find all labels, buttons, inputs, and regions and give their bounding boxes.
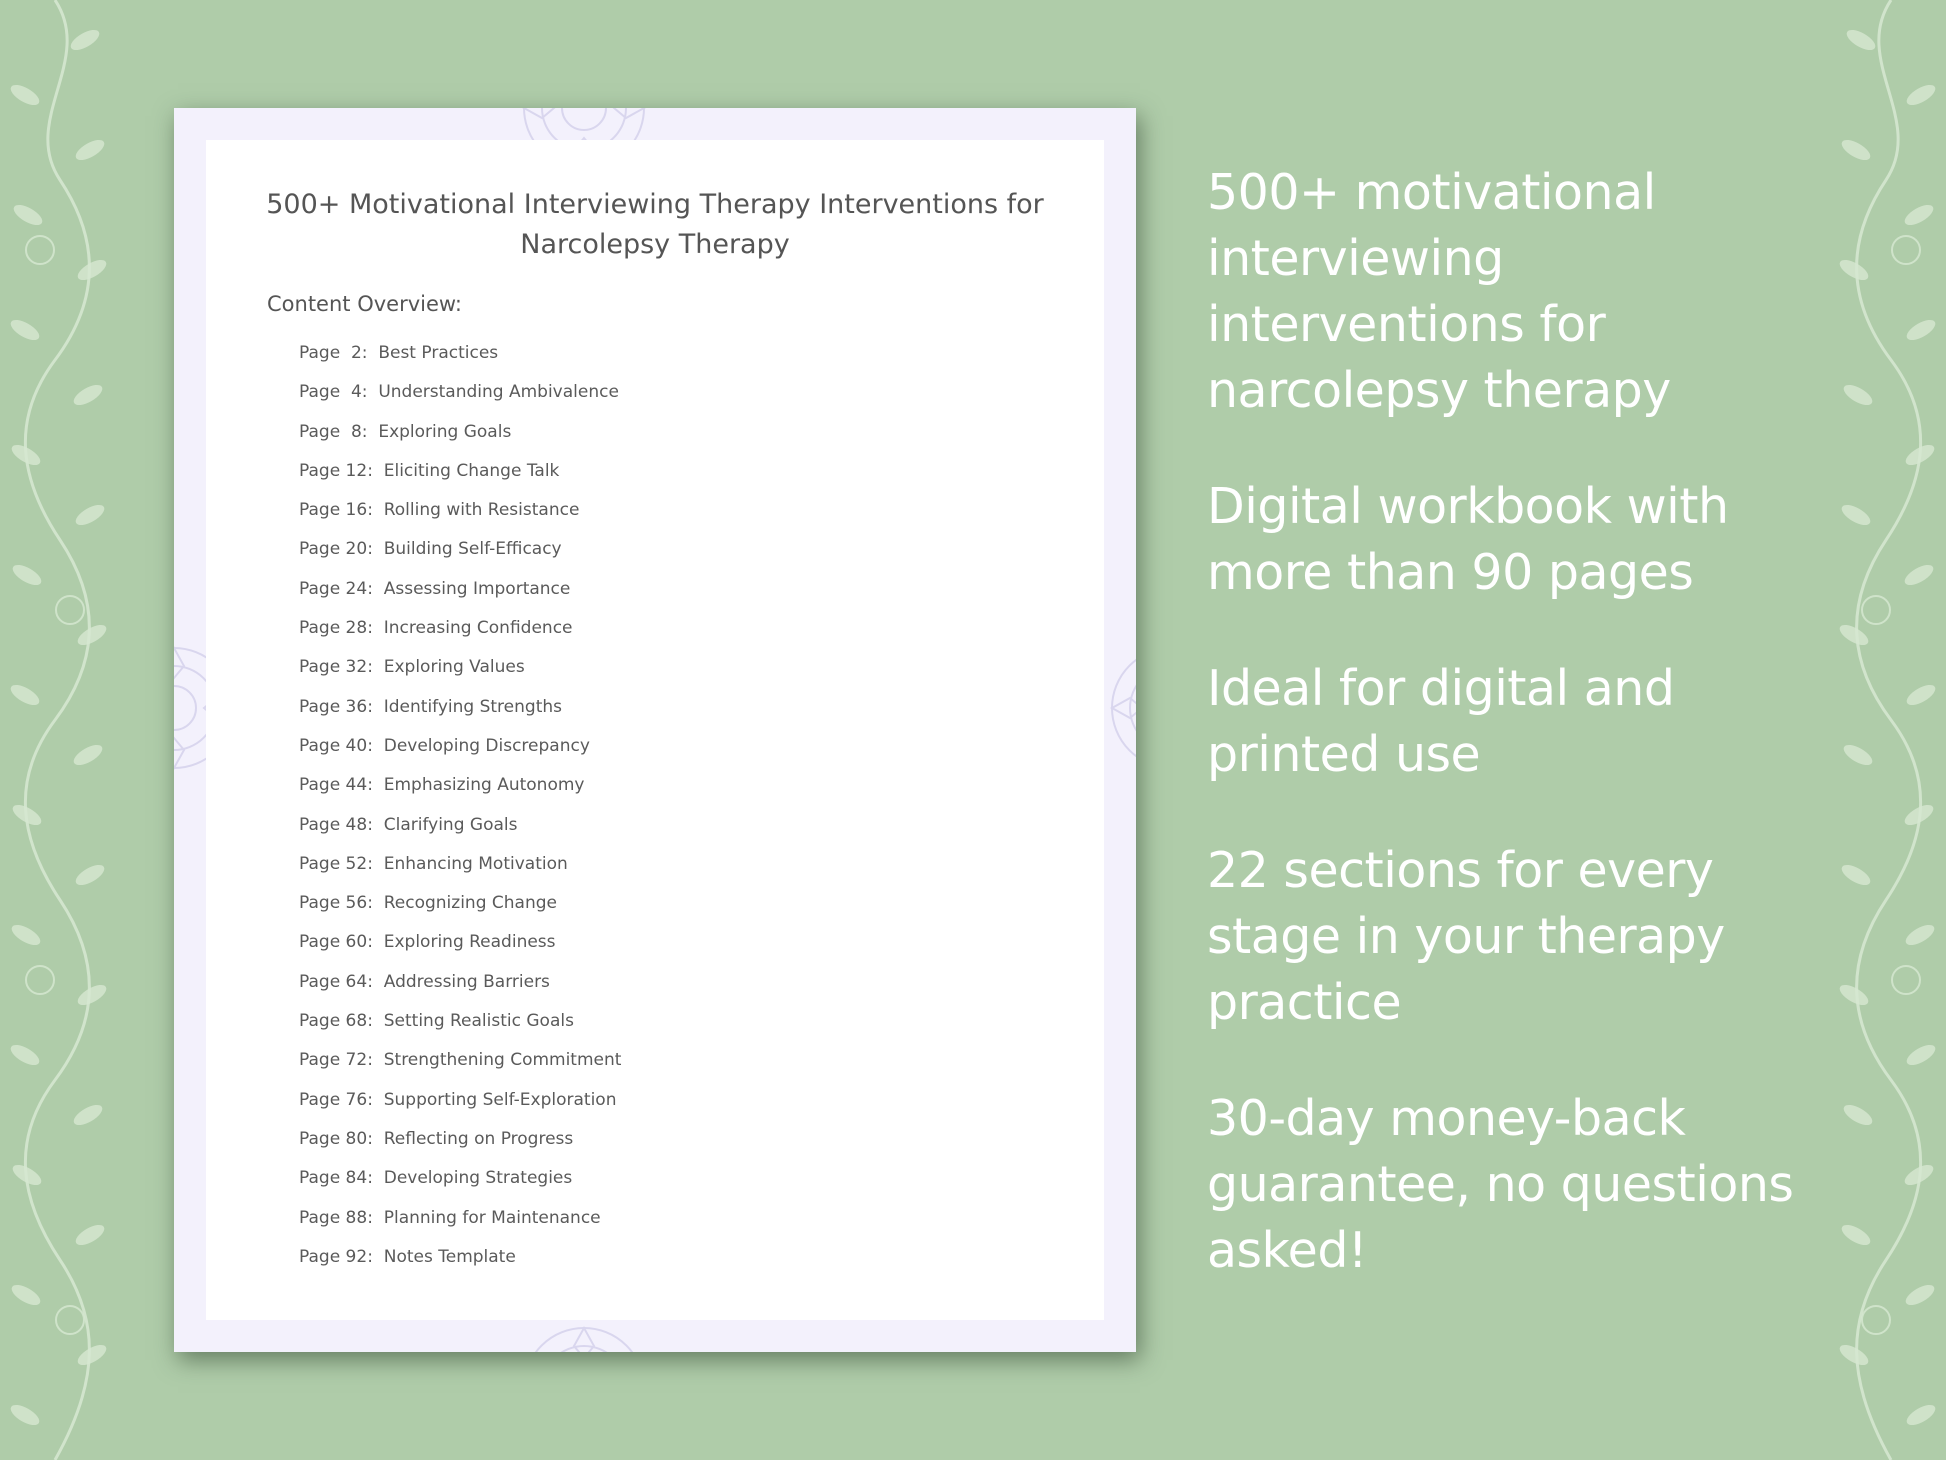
toc-item [299,1128,621,1167]
toc-page-number: Page 80: [299,1128,373,1149]
feature-text: Ideal for digital and printed use [1207,660,1675,783]
toc-item [299,617,621,656]
toc-topic: Enhancing Motivation [383,853,568,874]
toc-page-number: Page 32: [299,657,373,678]
toc-item [299,538,621,577]
toc-item [299,1246,621,1285]
toc-page-number: Page 44: [299,775,373,796]
feature-text: Digital workbook with more than 90 pages [1207,478,1729,601]
toc-item [299,892,621,931]
toc-topic: Assessing Importance [383,578,571,599]
toc-topic: Developing Strategies [383,1168,573,1189]
toc-topic: Addressing Barriers [383,971,550,992]
toc-item [299,1049,621,1088]
document-page [206,140,1104,1320]
toc-page-number: Page 12: [299,460,373,481]
toc-topic: Notes Template [383,1246,516,1267]
toc-topic: Understanding Ambivalence [378,382,619,403]
toc-topic: Planning for Maintenance [383,1207,601,1228]
toc-item [299,774,621,813]
toc-item [299,1167,621,1206]
toc-topic: Recognizing Change [383,893,557,914]
toc-item [299,814,621,853]
toc-page-number: Page 16: [299,500,373,521]
toc-page-number: Page 76: [299,1089,373,1110]
toc-topic: Reflecting on Progress [383,1128,574,1149]
toc-topic: Exploring Readiness [383,932,556,953]
toc-topic: Exploring Values [383,657,525,678]
toc-page-number: Page 72: [299,1050,373,1071]
toc-page-number: Page 88: [299,1207,373,1228]
feature-list [1207,160,1807,1334]
toc-topic: Supporting Self-Exploration [383,1089,617,1110]
feature-text: 30-day money-back guarantee, no questions asked! [1207,1090,1794,1279]
toc-item [299,381,621,420]
toc-page-number: Page 60: [299,932,373,953]
toc-item [299,460,621,499]
toc-item [299,853,621,892]
leafy-vine-icon [1811,0,1946,1460]
toc-page-number: Page 40: [299,735,373,756]
toc-page-number: Page 64: [299,971,373,992]
toc-topic: Emphasizing Autonomy [383,775,585,796]
toc-page-number: Page 8: [299,421,368,442]
toc-page-number: Page 2: [299,343,368,363]
toc-item [299,1010,621,1049]
toc-item [299,696,621,735]
mandala-icon [1102,638,1136,778]
document-preview [174,108,1136,1352]
toc-page-number: Page 36: [299,696,373,717]
toc-topic: Developing Discrepancy [383,735,590,756]
leafy-vine-icon [0,0,135,1460]
toc-topic: Setting Realistic Goals [383,1011,574,1032]
toc-page-number: Page 28: [299,618,373,639]
toc-page-number: Page 20: [299,539,373,560]
toc-item [299,342,621,381]
toc-item [299,1089,621,1128]
feature-text: 22 sections for every stage in your therapy practice [1207,842,1725,1031]
toc-topic: Clarifying Goals [383,814,518,835]
toc-item [299,931,621,970]
toc-page-number: Page 92: [299,1246,373,1267]
toc-page-number: Page 48: [299,814,373,835]
toc-item [299,499,621,538]
toc-page-number: Page 52: [299,853,373,874]
toc-topic: Building Self-Efficacy [383,539,562,560]
toc-page-number: Page 68: [299,1011,373,1032]
toc-topic: Rolling with Resistance [383,500,580,521]
toc-topic: Exploring Goals [378,421,512,442]
content-overview-label: Content Overview: [267,292,462,316]
table-of-contents [299,342,621,1285]
toc-topic: Best Practices [378,343,499,363]
toc-topic: Eliciting Change Talk [383,460,560,481]
toc-topic: Increasing Confidence [383,618,573,639]
toc-item [299,735,621,774]
toc-item [299,971,621,1010]
mandala-icon [514,1318,654,1352]
toc-page-number: Page 84: [299,1168,373,1189]
toc-page-number: Page 4: [299,382,368,403]
document-title: 500+ Motivational Interviewing Therapy Interventions for Narcolepsy Therapy [266,189,1044,260]
toc-topic: Strengthening Commitment [383,1050,622,1071]
toc-page-number: Page 24: [299,578,373,599]
toc-item [299,421,621,460]
toc-item [299,656,621,695]
toc-item [299,1207,621,1246]
toc-page-number: Page 56: [299,893,373,914]
toc-topic: Identifying Strengths [383,696,562,717]
toc-item [299,578,621,617]
feature-text: 500+ motivational interviewing interventions for narcolepsy therapy [1207,164,1671,419]
